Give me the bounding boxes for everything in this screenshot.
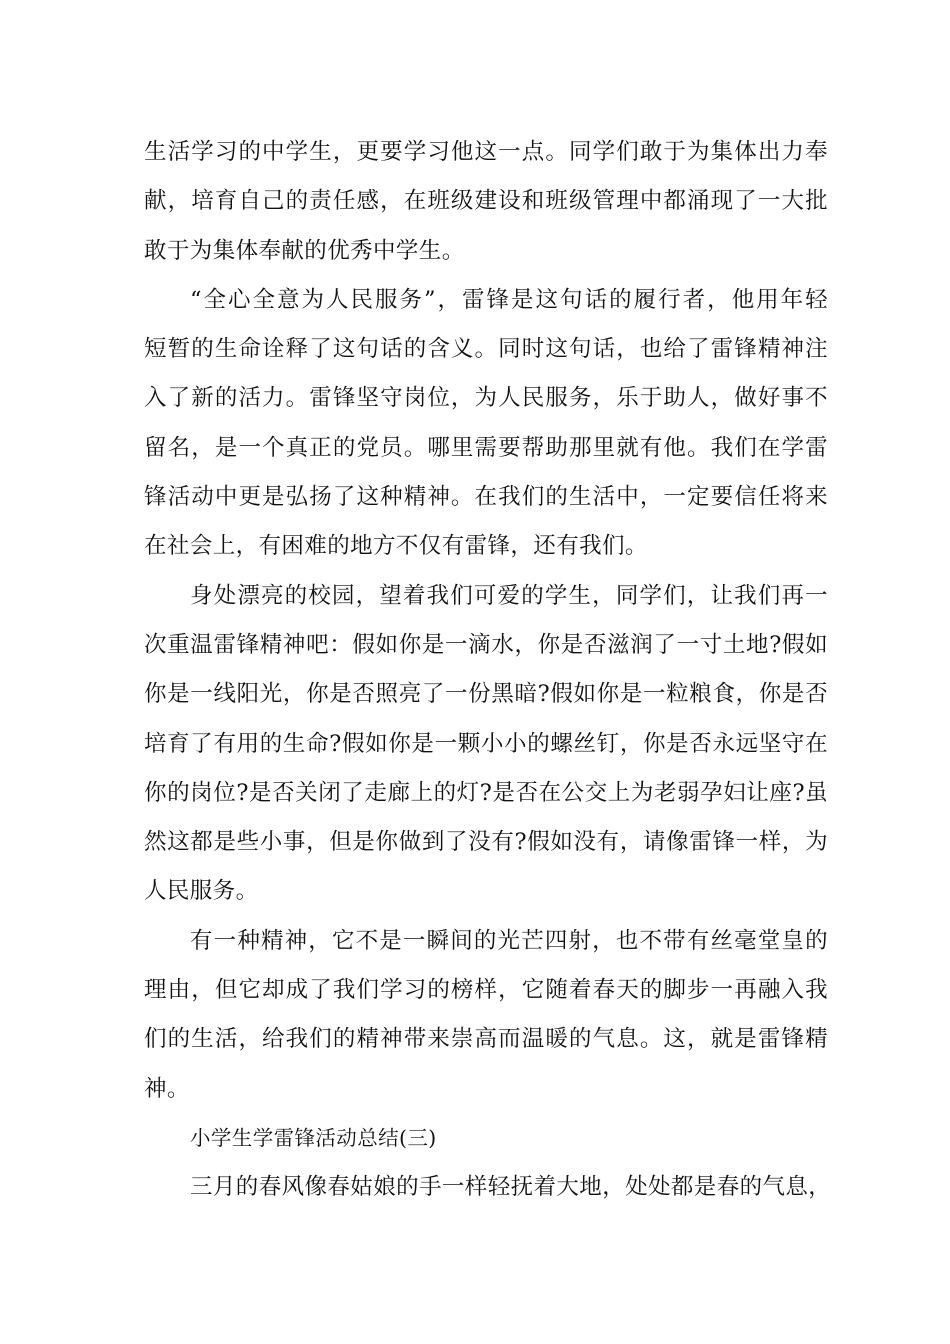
text-line: 短暂的生命诠释了这句话的含义。同时这句话，也给了雷锋精神注 [144,336,828,363]
text-line: 理由，但它却成了我们学习的榜样，它随着春天的脚步一再融入我 [144,977,828,1004]
text-line: 你是一线阳光，你是否照亮了一份黑暗?假如你是一粒粮食，你是否 [144,681,828,708]
text-line: 有一种精神，它不是一瞬间的光芒四射，也不带有丝毫堂皇的 [190,927,828,954]
text-line: 锋活动中更是弘扬了这种精神。在我们的生活中，一定要信任将来 [144,484,828,511]
text-line: 生活学习的中学生，更要学习他这一点。同学们敢于为集体出力奉 [144,139,828,165]
text-line: 在社会上，有困难的地方不仅有雷锋，还有我们。 [144,533,648,560]
text-line: 身处漂亮的校园，望着我们可爱的学生，同学们，让我们再一 [190,582,828,609]
text-line: 留名，是一个真正的党员。哪里需要帮助那里就有他。我们在学雷 [144,434,828,461]
text-line: 入了新的活力。雷锋坚守岗位，为人民服务，乐于助人，做好事不 [144,385,828,412]
text-line: 次重温雷锋精神吧：假如你是一滴水，你是否滋润了一寸土地?假如 [144,631,828,658]
text-line: 们的生活，给我们的精神带来崇高而温暖的气息。这，就是雷锋精 [144,1026,828,1053]
text-line: 人民服务。 [144,878,259,905]
text-line: 然这都是些小事，但是你做到了没有?假如没有，请像雷锋一样，为 [144,829,828,856]
text-line: 你的岗位?是否关闭了走廊上的灯?是否在公交上为老弱孕妇让座?虽 [144,779,828,806]
text-line: 培育了有用的生命?假如你是一颗小小的螺丝钉，你是否永远坚守在 [144,730,828,757]
document-body [144,128,832,1213]
text-line: 献，培育自己的责任感，在班级建设和班级管理中都涌现了一大批 [144,188,828,215]
text-line: 三月的春风像春姑娘的手一样轻抚着大地，处处都是春的气息， [190,1174,832,1201]
section-heading: 小学生学雷锋活动总结(三) [190,1125,437,1150]
text-line: 敢于为集体奉献的优秀中学生。 [144,237,465,264]
text-line: 神。 [144,1075,190,1102]
text-line: “全心全意为人民服务”，雷锋是这句话的履行者，他用年轻 [190,286,828,313]
